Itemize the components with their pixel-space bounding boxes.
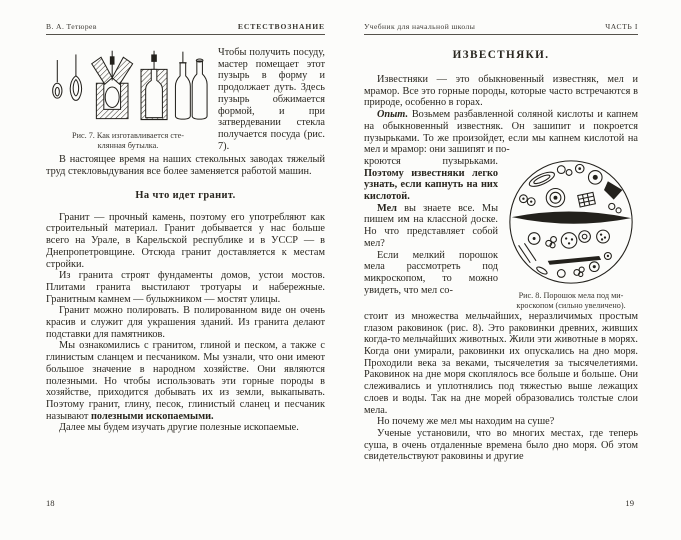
header-rule [46,34,325,35]
figure-7-caption-line2: клянная бутылка. [97,141,159,150]
edition-subtitle: Учебник для начальной школы [364,22,476,31]
figure-8 [504,156,638,311]
question-paragraph: Но почему же мел мы находим на суше? [377,416,555,428]
author-name: В. А. Тетюрев [46,22,97,31]
limestone-intro-paragraph: Известняки — это обыкновенный известняк, мел и мрамор. Все это горные породы, которые часто встречаются в природе, особенно в горах. [364,74,638,109]
wrap-row [364,156,638,311]
chapter-title: ИЗВЕСТНЯКИ. [452,49,550,61]
powder-paragraph: Если мелкий порошок мела рассмотреть под микроскопом, то можно увидеть, что мел со- [364,249,498,296]
book-title-running: ЕСТЕСТВОЗНАНИЕ [237,22,325,31]
useful-minerals-bold-term: полезными ископаемыми. [91,410,214,422]
acid-conclusion-bold: Поэтому известняки легко узнать, если капнуть на них кислотой. [364,167,498,203]
figure-8-caption-line2: кроскопом (сильно увеличено). [516,300,626,310]
chalk-microscope-drawing [505,156,637,288]
experiment-body-text: Возьмем разбавленной соляной кислоты и капнем на обыкновенный известняк. Он зашипит и покроется пузырьками. То же произойдет, если мы капнем кислотой на мел и мрамор: они зашипят и по- [364,109,638,156]
acid-conclusion-regular: кроются пузырьками. [364,155,498,167]
figure-8-caption [504,291,638,311]
chalk-lead-word: Мел [377,202,397,214]
figure-and-text-row [46,45,325,152]
granite-paragraph-2: Из гранита строят фундаменты домов, устои мостов. Плитами гранита выстилают тротуары и набережные. Гранитным камнем — булыжником — мостят улицы. [46,270,325,305]
left-running-header [46,22,325,31]
granite-section-heading: На что идет гранит. [135,189,236,201]
right-running-header [364,22,638,31]
shells-paragraph: стоит из множества мельчайших, неразличимых простым глазом раковинок (рис. 8). Это раковинки древних, живших когда-то мельчайших животных. Жили эти животные в морях. Когда они умирали, раковинки их опускались на дно моря. Проходили века за веками, тысячелетия за тысячелетиями. Раковинок на дне моря скоплялось все больше и больше. Они слеживались и уплотнялись под тяжестью выше лежащих слоев и воды. Так на дне морей образовались толстые слои мела. [364,310,638,416]
page-right [364,22,638,522]
granite-paragraph-4-text: Мы ознакомились с гранитом, глиной и песком, а также с глинистым сланцем и песчаником. Мы узнали, что они имеют большое значение в народном хозяйстве. Они являются полезными. Но чтобы использовать эти горные породы в хозяйстве, приходится добывать их из земли, выкапывать. Поэтому гранит, глину, песок, глинистый сланец и песчаник называют [46,340,325,422]
part-label: ЧАСТЬ I [605,22,638,31]
figure-7-caption [46,131,210,151]
wrap-text-column [364,156,498,311]
chalk-paragraph [364,203,498,250]
scientists-paragraph: Ученые установили, что во многих местах, где теперь суша, в очень отдаленные времена было дно моря. Об этом свидетельствуют раковины и другие [364,427,638,463]
granite-paragraph-5: Далее мы будем изучать другие полезные ископаемые. [59,422,299,434]
granite-paragraph-4 [46,340,325,422]
granite-paragraph-3: Гранит можно полировать. В полированном виде он очень красив и служит для украшения зданий. Из гранита делают подставки для памятников. [46,305,325,340]
header-rule [364,34,638,35]
granite-paragraph-1: Гранит — прочный камень, поэтому его употребляют как строительный материал. Гранит добывается у нас больше всего на Урале, в Карельской республике и в УССР — в Днепропетровщине. Отсюда гранит доставляется к местам стройки. [46,211,325,270]
chalk-body-text: вы знаете все. Мы пишем им на классной доске. Но что представляет собой мел? [364,202,498,249]
figure-8-caption-line1: Рис. 8. Порошок мела под ми- [518,290,624,300]
figure-7-caption-line1: Рис. 7. Как изготавливается сте- [72,131,184,140]
page-number-left: 18 [46,498,55,508]
acid-conclusion-paragraph [364,156,498,203]
glass-text-column [218,45,325,152]
page-left [46,22,325,522]
experiment-paragraph [364,109,638,156]
glass-paragraph: Чтобы получить посуду, мастер помещает этот пузырь в форму и продолжает дуть. Здесь пузырь обжимается формой, и при затвердевании стекла получается посуда (рис. 7). [218,47,325,152]
page-number-right: 19 [625,498,634,508]
experiment-lead-word: Опыт. [377,109,409,121]
machines-paragraph: В настоящее время на наших стекольных заводах тяжелый труд стекловыдувания все более заменяется работой машин. [46,154,325,178]
figure-7 [46,45,210,152]
glassblowing-stages-drawing [48,47,208,127]
